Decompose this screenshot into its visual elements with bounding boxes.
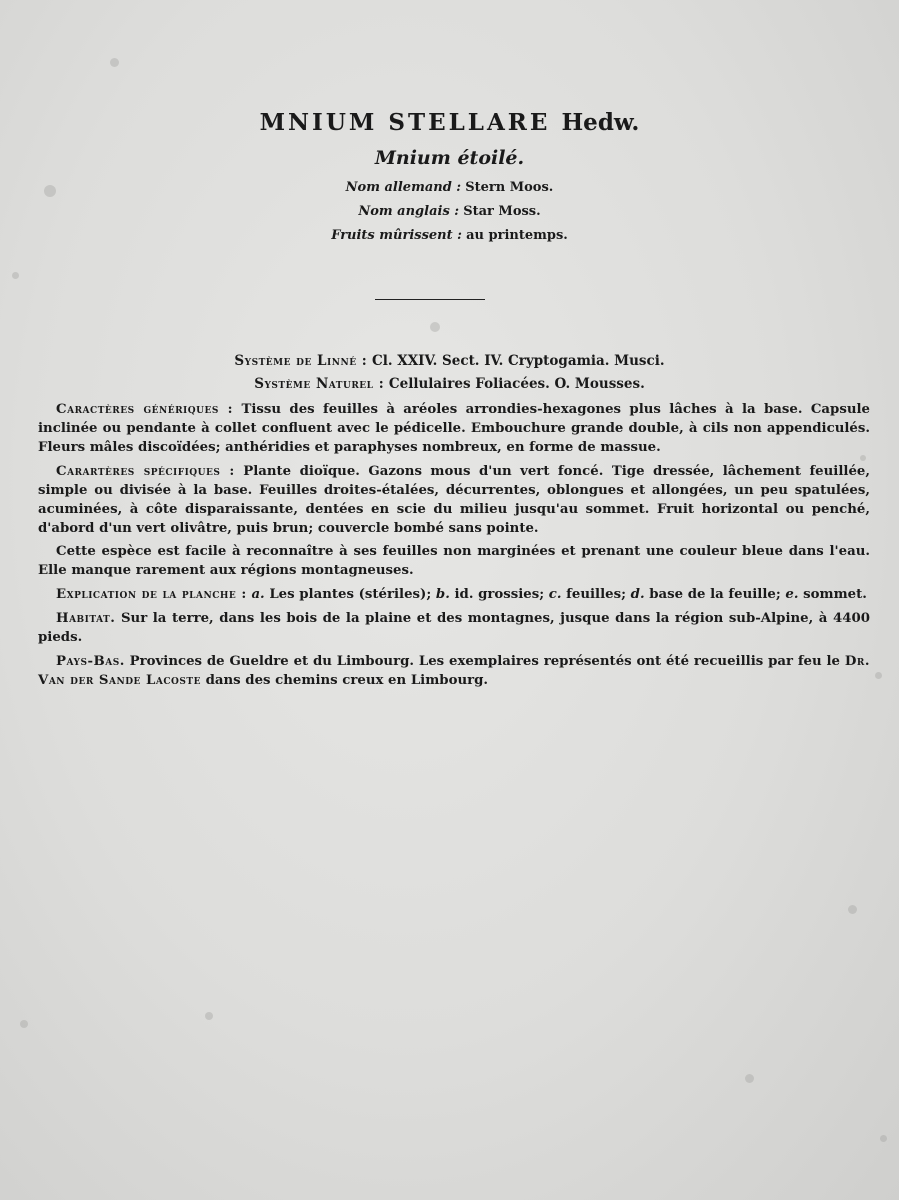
plate-text-b: id. grossies; bbox=[454, 587, 545, 602]
species-author: Hedw. bbox=[561, 109, 640, 136]
species-name: MNIUM STELLARE bbox=[259, 109, 551, 136]
divider-rule bbox=[375, 299, 485, 300]
linne-system-label: Système de Linné : bbox=[234, 353, 368, 369]
netherlands-label: Pays-Bas. bbox=[56, 654, 125, 669]
fruiting-line bbox=[0, 224, 899, 248]
netherlands-text: Provinces de Gueldre et du Limbourg. Les exemplaires représentés ont été recueillis par feu le bbox=[129, 654, 841, 669]
remark-paragraph bbox=[38, 542, 870, 580]
fruiting-value: au printemps. bbox=[466, 228, 568, 243]
netherlands-paragraph bbox=[38, 652, 870, 690]
habitat-paragraph bbox=[38, 609, 870, 647]
german-name-label: Nom allemand : bbox=[345, 180, 462, 195]
english-name-value: Star Moss. bbox=[463, 204, 541, 219]
english-name-label: Nom anglais : bbox=[358, 204, 460, 219]
german-name-line bbox=[0, 176, 899, 200]
specific-characters-paragraph bbox=[38, 462, 870, 538]
classification-systems bbox=[0, 350, 899, 396]
generic-characters-label: Caractères génériques : bbox=[56, 402, 234, 417]
generic-characters-paragraph bbox=[38, 400, 870, 457]
plate-text-c: feuilles; bbox=[566, 587, 627, 602]
habitat-text: Sur la terre, dans les bois de la plaine et des montagnes, jusque dans la région sub-Alpine, à 4400 pieds. bbox=[38, 611, 870, 645]
specific-characters-text: Plante dioïque. Gazons mous d'un vert foncé. Tige dressée, lâchement feuillée, simple ou divisée à la base. Feuilles droites-étalées, décurrentes, oblongues et allongées, un peu spatulées, acuminées, à côte disparaissante, dentées en scie du milieu jusqu'au sommet. Fruit horizontal ou penché, d'abord d'un vert olivâtre, puis brun; couvercle bombé sans pointe. bbox=[38, 464, 870, 536]
fruiting-label: Fruits mûrissent : bbox=[331, 228, 462, 243]
german-name-value: Stern Moos. bbox=[465, 180, 554, 195]
natural-system-line bbox=[0, 373, 899, 396]
plate-letter-c: c. bbox=[548, 587, 562, 602]
english-name-line bbox=[0, 200, 899, 224]
netherlands-text-end: dans des chemins creux en Limbourg. bbox=[205, 673, 489, 688]
remark-text: Cette espèce est facile à reconnaître à ses feuilles non marginées et prenant une couleur bleue dans l'eau. Elle manque rarement aux régions montagneuses. bbox=[38, 544, 870, 578]
plate-letter-b: b. bbox=[435, 587, 450, 602]
plate-text-e: sommet. bbox=[803, 587, 867, 602]
description-body bbox=[38, 400, 870, 695]
generic-characters-text: Tissu des feuilles à aréoles arrondies-hexagones plus lâches à la base. Capsule inclinée ou pendante à collet confluent avec le pédicelle. Embouchure grande double, à cils non appendiculés. Fleurs mâles discoïdées; anthéridies et paraphyses nombreux, en forme de massue. bbox=[38, 402, 871, 455]
common-names bbox=[0, 176, 899, 248]
species-title bbox=[0, 108, 899, 138]
natural-system-value: Cellulaires Foliacées. O. Mousses. bbox=[388, 376, 645, 392]
french-name: Mnium étoilé. bbox=[374, 147, 525, 169]
natural-system-label: Système Naturel : bbox=[254, 376, 385, 392]
linne-system-line bbox=[0, 350, 899, 373]
plate-letter-a: a. bbox=[251, 587, 265, 602]
plate-text-a: Les plantes (stériles); bbox=[269, 587, 432, 602]
specific-characters-label: Carartères spécifiques : bbox=[56, 464, 235, 479]
plate-explanation-paragraph bbox=[38, 585, 870, 604]
habitat-label: Habitat. bbox=[56, 611, 116, 626]
plate-text-d: base de la feuille; bbox=[649, 587, 781, 602]
plate-explanation-label: Explication de la planche : bbox=[56, 587, 247, 602]
plate-letter-d: d. bbox=[630, 587, 645, 602]
collector-name: Dr. Van der Sande Lacoste bbox=[38, 654, 870, 688]
plate-letter-e: e. bbox=[785, 587, 799, 602]
linne-system-value: Cl. XXIV. Sect. IV. Cryptogamia. Musci. bbox=[371, 353, 665, 369]
